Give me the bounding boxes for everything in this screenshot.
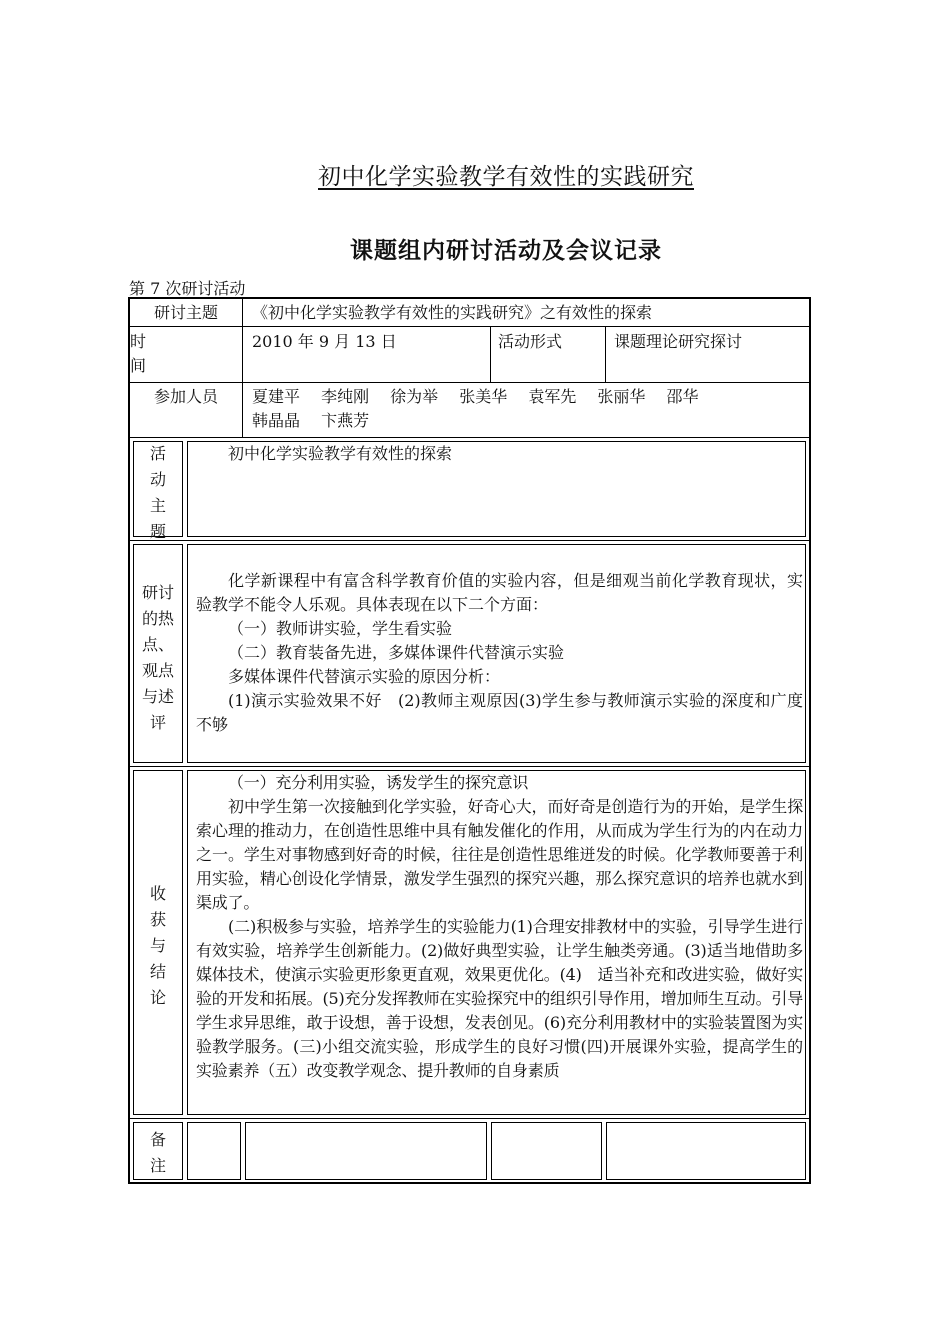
form-value: 课题理论研究探讨 [614,332,743,351]
hotspot-paragraph: （一）教师讲实验，学生看实验 [228,619,453,638]
theme-label: 活 动 主 题 [149,444,166,541]
record-table [128,297,811,1184]
hotspot-content [196,569,803,737]
row-divider [130,437,809,438]
results-content [196,771,803,1083]
row-divider [130,382,809,383]
participants-value [252,385,802,433]
topic-label: 研讨主题 [153,303,218,322]
results-paragraph: 初中学生第一次接触到化学实验，好奇心大，而好奇是创造行为的开始，是学生探索心理的推动力，在创造性思维中具有触发催化的作用，从而成为学生行为的内在动力之一。学生对事物感到好奇的时候，往往是创造性思维迸发的时候。化学教师要善于利用实验，精心创设化学情景，激发学生强烈的探究兴趣，那么探究意识的培养也就水到渠成了。 [196,797,803,912]
hotspot-paragraph: 多媒体课件代替演示实验的原因分析： [228,667,501,686]
notes-blank-cell [491,1122,602,1180]
page-subtitle: 课题组内研讨活动及会议记录 [350,237,662,264]
row-divider [130,326,809,327]
notes-blank-cell [187,1122,241,1180]
notes-blank-cell [606,1122,806,1180]
session-label: 第 7 次研讨活动 [129,279,246,298]
results-label: 收 获 与 结 论 [149,884,166,1007]
results-paragraph: （一）充分利用实验，诱发学生的探究意识 [228,773,529,792]
row-divider [130,1118,809,1119]
participants-label: 参加人员 [153,387,218,406]
time-label-line1: 时 [130,332,147,351]
theme-value: 初中化学实验教学有效性的探索 [228,444,453,463]
page-title: 初中化学实验教学有效性的实践研究 [318,164,694,190]
results-paragraph: (二)积极参与实验，培养学生的实验能力(1)合理安排教材中的实验，引导学生进行有效实验，培养学生创新能力。(2)做好典型实验，让学生触类旁通。(3)适当地借助多媒体技术，使演示实验更形象更直观，效果更优化。(4) 适当补充和改进实验，做好实验的开发和拓展。(5)充分发挥教师在实验探究中的组织引导作用，增加师生互动。引导学生求异思维，敢于设想，善于设想，发表创见。(6)充分利用教材中的实验装置图为实验教学服务。(三)小组交流实验，形成学生的良好习惯(四)开展课外实验，提高学生的实验素养（五）改变教学观念、提升教师的自身素质 [196,917,803,1080]
time-value: 2010 年 9 月 13 日 [252,332,397,351]
time-label-line2: 间 [130,356,147,375]
hotspot-paragraph: （二）教育装备先进，多媒体课件代替演示实验 [228,643,565,662]
col-divider [242,299,243,437]
hotspot-paragraph: (1)演示实验效果不好 (2)教师主观原因(3)学生参与教师演示实验的深度和广度不够 [196,691,803,734]
form-label: 活动形式 [498,332,563,351]
participants-line-2: 韩晶晶 卞燕芳 [252,411,370,430]
col-divider [605,326,606,382]
row-divider [130,766,809,767]
hotspot-label: 研讨 的热 点、 观点 与述 评 [141,583,174,732]
notes-label: 备 注 [149,1130,166,1175]
hotspot-paragraph: 化学新课程中有富含科学教育价值的实验内容，但是细观当前化学教育现状，实验教学不能令人乐观。具体表现在以下二个方面： [196,571,803,614]
row-divider [130,540,809,541]
time-label [130,330,242,378]
notes-blank-cell [245,1122,487,1180]
participants-line-1: 夏建平 李纯刚 徐为举 张美华 袁军先 张丽华 邵华 [252,387,699,406]
col-divider [490,326,491,382]
topic-value: 《初中化学实验教学有效性的实践研究》之有效性的探索 [252,303,653,322]
